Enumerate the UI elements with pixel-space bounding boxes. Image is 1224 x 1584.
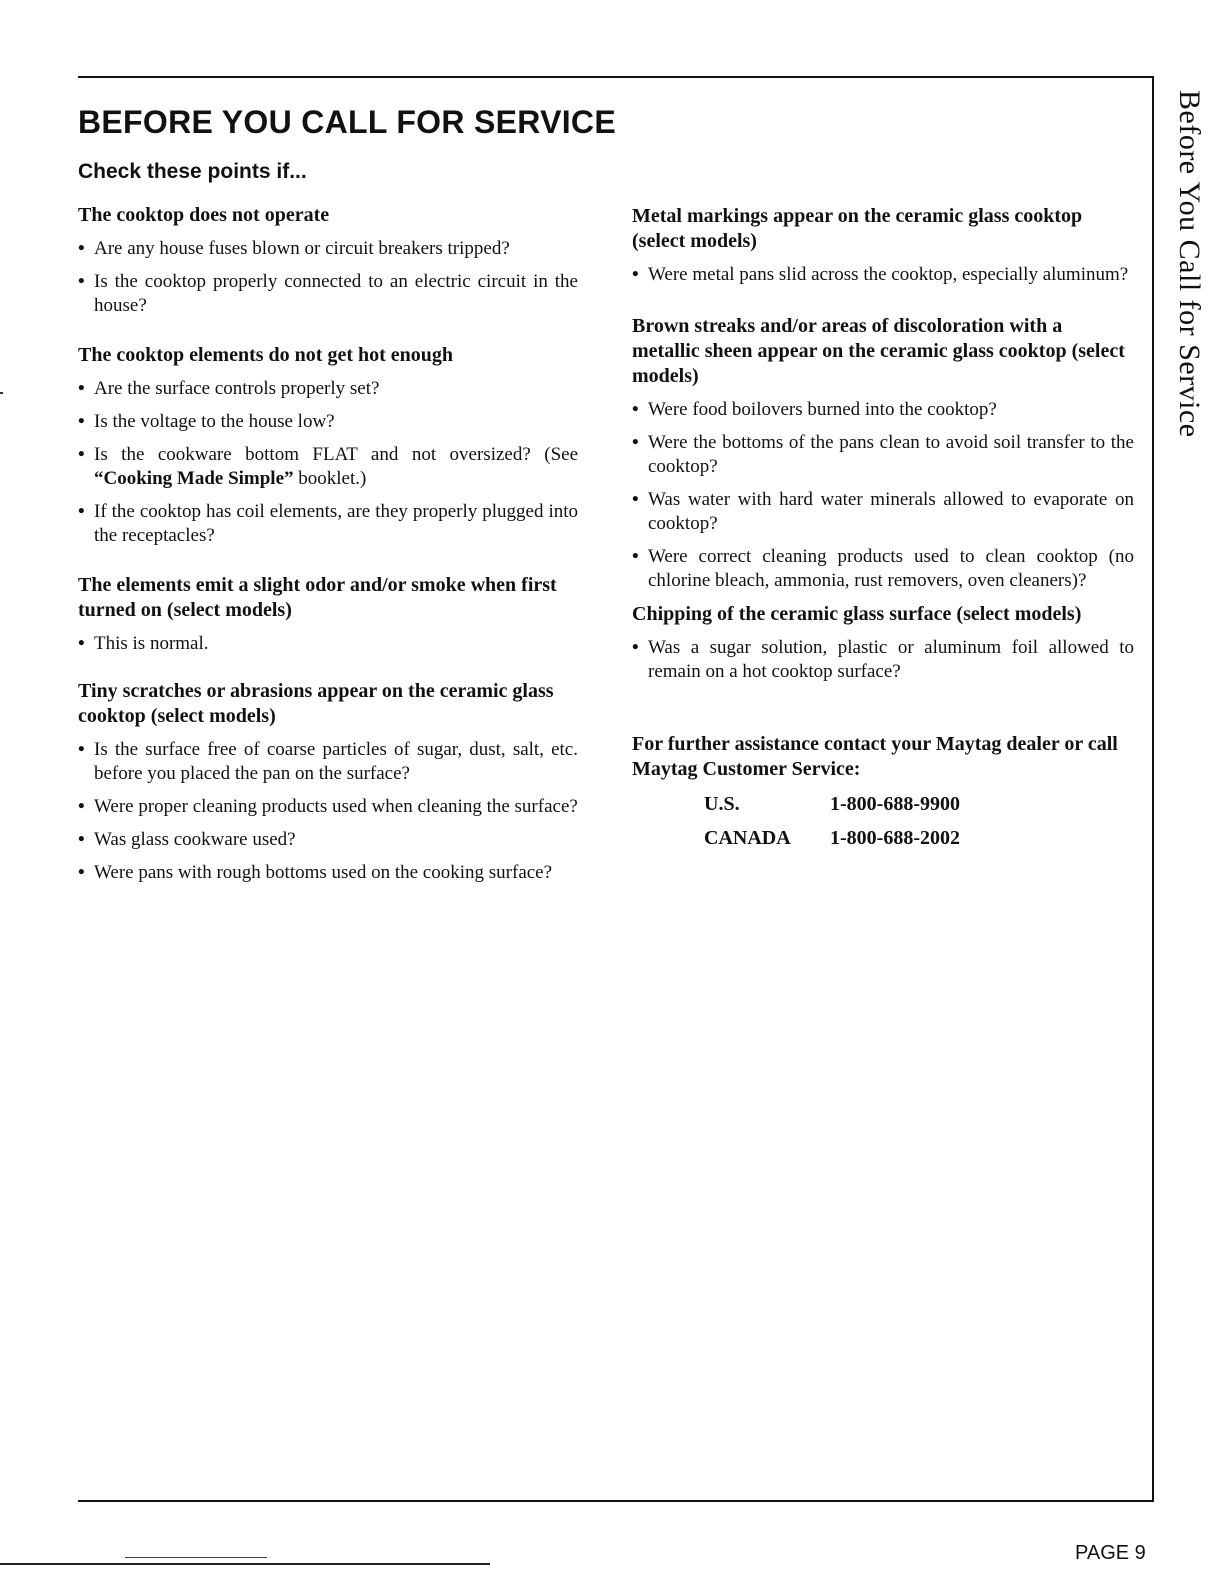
contact-country: U.S.	[704, 793, 740, 815]
list-item: • Were metal pans slid across the cooktop, especially aluminum?	[632, 263, 1134, 287]
contact-country: CANADA	[704, 827, 791, 849]
section-heading: Metal markings appear on the ceramic glass cooktop (select models)	[632, 205, 1083, 252]
list-item: • Was water with hard water minerals allowed to evaporate on cooktop?	[632, 488, 1134, 536]
booklet-title: “Cooking Made Simple”	[94, 468, 294, 489]
check-list	[78, 738, 578, 885]
contact-row-canada	[704, 825, 1134, 851]
list-item: • If the cooktop has coil elements, are they properly plugged into the receptacles?	[78, 500, 578, 548]
check-list	[632, 263, 1134, 287]
list-item-text: Is the cookware bottom FLAT and not oversized? (See	[94, 444, 578, 465]
section-chipping	[632, 602, 1134, 684]
section-not-hot-enough	[78, 343, 578, 548]
check-list	[78, 632, 578, 656]
bottom-rule	[78, 1500, 1154, 1502]
check-list	[632, 398, 1134, 593]
section-cooktop-not-operate	[78, 203, 578, 318]
assistance-heading: For further assistance contact your Maytag dealer or call Maytag Customer Service:	[632, 733, 1118, 780]
check-list	[78, 237, 578, 318]
scan-artifact-tick	[0, 392, 3, 394]
section-metal-markings	[632, 204, 1134, 287]
section-heading: The elements emit a slight odor and/or smoke when first turned on (select models)	[78, 574, 557, 621]
top-rule	[78, 76, 1154, 78]
list-item: • Are any house fuses blown or circuit breakers tripped?	[78, 237, 578, 261]
side-tab-title: Before You Call for Service	[1173, 90, 1206, 438]
contact-phone: 1-800-688-9900	[830, 793, 960, 815]
check-list	[632, 636, 1134, 684]
list-item: • Was a sugar solution, plastic or aluminum foil allowed to remain on a hot cooktop surface?	[632, 636, 1134, 684]
page-title: BEFORE YOU CALL FOR SERVICE	[78, 104, 616, 140]
section-odor-smoke	[78, 573, 578, 656]
list-item: • Are the surface controls properly set?	[78, 377, 578, 401]
section-assistance	[632, 732, 1134, 851]
section-brown-streaks	[632, 314, 1134, 593]
page-subtitle: Check these points if...	[78, 160, 307, 183]
list-item-text: booklet.)	[293, 468, 367, 489]
list-item: • Were food boilovers burned into the cooktop?	[632, 398, 1134, 422]
list-item: • Is the cooktop properly connected to an electric circuit in the house?	[78, 270, 578, 318]
section-heading: Brown streaks and/or areas of discoloration with a metallic sheen appear on the ceramic glass cooktop (select models)	[632, 315, 1125, 387]
left-column	[78, 203, 578, 894]
section-heading: Tiny scratches or abrasions appear on the ceramic glass cooktop (select models)	[78, 680, 554, 727]
contact-row-us	[704, 791, 1134, 817]
list-item: • Were the bottoms of the pans clean to avoid soil transfer to the cooktop?	[632, 431, 1134, 479]
scan-artifact-line-short	[125, 1557, 267, 1558]
scan-artifact-line	[0, 1563, 490, 1565]
check-list	[78, 377, 578, 548]
list-item: • Is the voltage to the house low?	[78, 410, 578, 434]
list-item: • Were pans with rough bottoms used on the cooking surface?	[78, 861, 578, 885]
list-item: • Were correct cleaning products used to clean cooktop (no chlorine bleach, ammonia, rust removers, oven cleaners)?	[632, 545, 1134, 593]
list-item-flat-cookware	[78, 443, 578, 491]
page-number: PAGE 9	[1075, 1542, 1146, 1564]
section-heading: The cooktop does not operate	[78, 204, 330, 226]
list-item: • Is the surface free of coarse particles of sugar, dust, salt, etc. before you placed the pan on the surface?	[78, 738, 578, 786]
section-scratches	[78, 679, 578, 885]
list-item: • Were proper cleaning products used when cleaning the surface?	[78, 795, 578, 819]
section-heading: The cooktop elements do not get hot enough	[78, 344, 454, 366]
right-rule	[1152, 76, 1154, 1502]
right-column	[632, 204, 1134, 859]
section-heading: Chipping of the ceramic glass surface (select models)	[632, 603, 1082, 625]
contact-phone: 1-800-688-2002	[830, 827, 960, 849]
list-item: • Was glass cookware used?	[78, 828, 578, 852]
list-item: • This is normal.	[78, 632, 578, 656]
